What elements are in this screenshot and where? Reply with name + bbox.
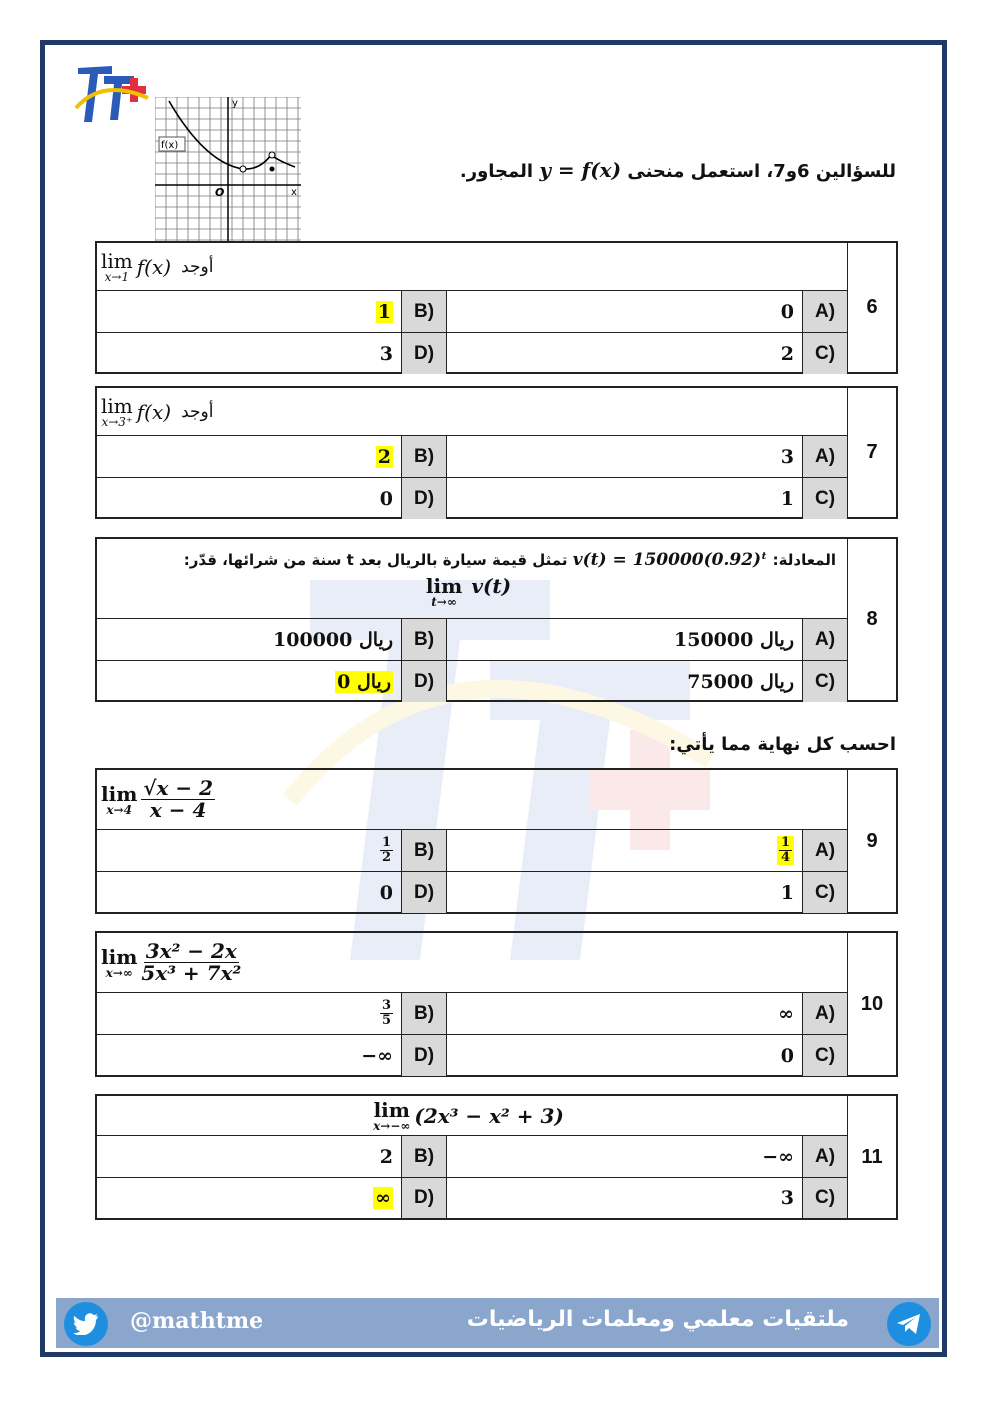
question-8 — [95, 537, 898, 702]
option-b-label[interactable]: B) — [401, 830, 447, 871]
question-stem: lim x→4 $\frac{√x - 2}{x - 4}$ — [97, 770, 848, 830]
option-a-label[interactable]: A) — [802, 291, 848, 332]
option-b-value[interactable]: $\frac{3}{5}$ — [381, 998, 391, 1028]
question-number: 8 — [847, 539, 896, 700]
options-row — [97, 1178, 848, 1218]
footer-text: ملتقيات معلمي ومعلمات الرياضيات — [466, 1307, 849, 1332]
option-a-value[interactable]: 0 — [780, 300, 794, 323]
option-a-label[interactable]: A) — [802, 619, 848, 660]
question-number: 7 — [847, 388, 896, 517]
telegram-icon[interactable] — [887, 1302, 931, 1346]
options-row — [97, 1035, 848, 1076]
option-d-value[interactable]: 3 — [379, 342, 393, 365]
equation: v(t) = 150000(0.92)ᵗ — [572, 549, 768, 570]
option-a-label[interactable]: A) — [802, 436, 848, 477]
options-row — [97, 436, 848, 478]
graph-x-label: x — [291, 187, 297, 198]
option-d-label[interactable]: D) — [401, 661, 447, 702]
open-point-1 — [240, 166, 246, 172]
footer-banner — [56, 1298, 939, 1348]
options-row — [97, 872, 848, 913]
option-b-value[interactable]: 1 — [377, 300, 391, 323]
option-d-label[interactable]: D) — [401, 1178, 447, 1218]
option-a-value[interactable]: −∞ — [762, 1145, 794, 1168]
question-stem: أوجد lim x→1 f(x) — [97, 243, 848, 291]
option-b-label[interactable]: B) — [401, 436, 447, 477]
closed-point-3 — [270, 167, 275, 172]
options-row — [97, 291, 848, 333]
option-d-label[interactable]: D) — [401, 1035, 447, 1076]
intro-math: y = f(x) — [539, 158, 622, 182]
option-c-label[interactable]: C) — [802, 1178, 848, 1218]
option-b-value[interactable]: 2 — [377, 445, 391, 468]
option-d-label[interactable]: D) — [401, 478, 447, 519]
option-b-label[interactable]: B) — [401, 291, 447, 332]
question-stem: lim x→−∞ (2x³ − x² + 3) — [97, 1096, 848, 1136]
option-b-value[interactable]: 100000 ريال — [273, 628, 393, 651]
option-a-label[interactable]: A) — [802, 1136, 848, 1177]
option-d-value[interactable]: 0 ريال — [337, 670, 391, 693]
option-a-value[interactable]: $\frac{1}{4}$ — [447, 830, 802, 871]
question-11 — [95, 1094, 898, 1220]
option-c-label[interactable]: C) — [802, 661, 848, 702]
question-6 — [95, 241, 898, 374]
option-c-label[interactable]: C) — [802, 478, 848, 519]
question-number: 6 — [847, 243, 896, 372]
option-c-value[interactable]: 0 — [780, 1044, 794, 1067]
option-a-value[interactable]: 150000 ريال — [674, 628, 794, 651]
option-b-label[interactable]: B) — [401, 1136, 447, 1177]
graph-origin-label: O — [215, 186, 225, 199]
option-c-label[interactable]: C) — [802, 333, 848, 374]
question-10 — [95, 931, 898, 1077]
option-d-label[interactable]: D) — [401, 872, 447, 913]
option-d-value[interactable]: ∞ — [375, 1187, 391, 1209]
option-b-label[interactable]: B) — [401, 993, 447, 1034]
option-b-value[interactable]: $\frac{1}{2}$ — [381, 835, 391, 865]
option-b-value[interactable]: 2 — [379, 1145, 393, 1168]
option-c-value[interactable]: 75000 ريال — [687, 670, 794, 693]
question-stem: أوجد lim x→3⁺ f(x) — [97, 388, 848, 436]
option-c-value[interactable]: 1 — [780, 881, 794, 904]
option-d-value[interactable]: −∞ — [361, 1044, 393, 1067]
option-a-label[interactable]: A) — [802, 830, 848, 871]
section-title: احسب كل نهاية مما يأتي: — [669, 734, 896, 755]
question-9 — [95, 768, 898, 914]
option-a-label[interactable]: A) — [802, 993, 848, 1034]
options-row — [97, 1136, 848, 1178]
options-row — [97, 993, 848, 1035]
function-graph — [155, 97, 301, 243]
options-row — [97, 661, 848, 702]
open-point-3 — [269, 152, 275, 158]
question-stem: lim x→∞ $\frac{\text{3x² − 2x}}{\text{5x³ + 7x²}}$ — [97, 933, 848, 993]
option-d-label[interactable]: D) — [401, 333, 447, 374]
option-c-label[interactable]: C) — [802, 872, 848, 913]
option-b-label[interactable]: B) — [401, 619, 447, 660]
graph-fx-label: f(x) — [161, 140, 179, 151]
options-row — [97, 478, 848, 519]
option-c-label[interactable]: C) — [802, 1035, 848, 1076]
option-c-value[interactable]: 3 — [780, 1187, 794, 1209]
option-c-value[interactable]: 1 — [780, 487, 794, 510]
options-row — [97, 830, 848, 872]
option-a-value[interactable]: 3 — [780, 445, 794, 468]
question-number: 10 — [847, 933, 896, 1075]
intro-text: للسؤالين 6و7، استعمل منحنى y = f(x) المجاور. — [459, 158, 896, 182]
option-d-value[interactable]: 0 — [379, 881, 393, 904]
question-7 — [95, 386, 898, 519]
twitter-handle[interactable]: @mathtme — [130, 1308, 264, 1334]
option-d-value[interactable]: 0 — [379, 487, 393, 510]
option-a-value[interactable]: ∞ — [778, 1002, 794, 1025]
question-stem: المعادلة: v(t) = 150000(0.92)ᵗ تمثل قيمة سيارة بالريال بعد t سنة من شرائها، قدّر: lim t→∞ v(t) — [97, 539, 848, 619]
option-c-value[interactable]: 2 — [780, 342, 794, 365]
graph-y-label: y — [232, 98, 238, 109]
question-number: 9 — [847, 770, 896, 912]
twitter-icon[interactable] — [64, 1302, 108, 1346]
question-number: 11 — [847, 1096, 896, 1218]
options-row — [97, 619, 848, 661]
site-logo — [72, 58, 152, 138]
options-row — [97, 333, 848, 374]
